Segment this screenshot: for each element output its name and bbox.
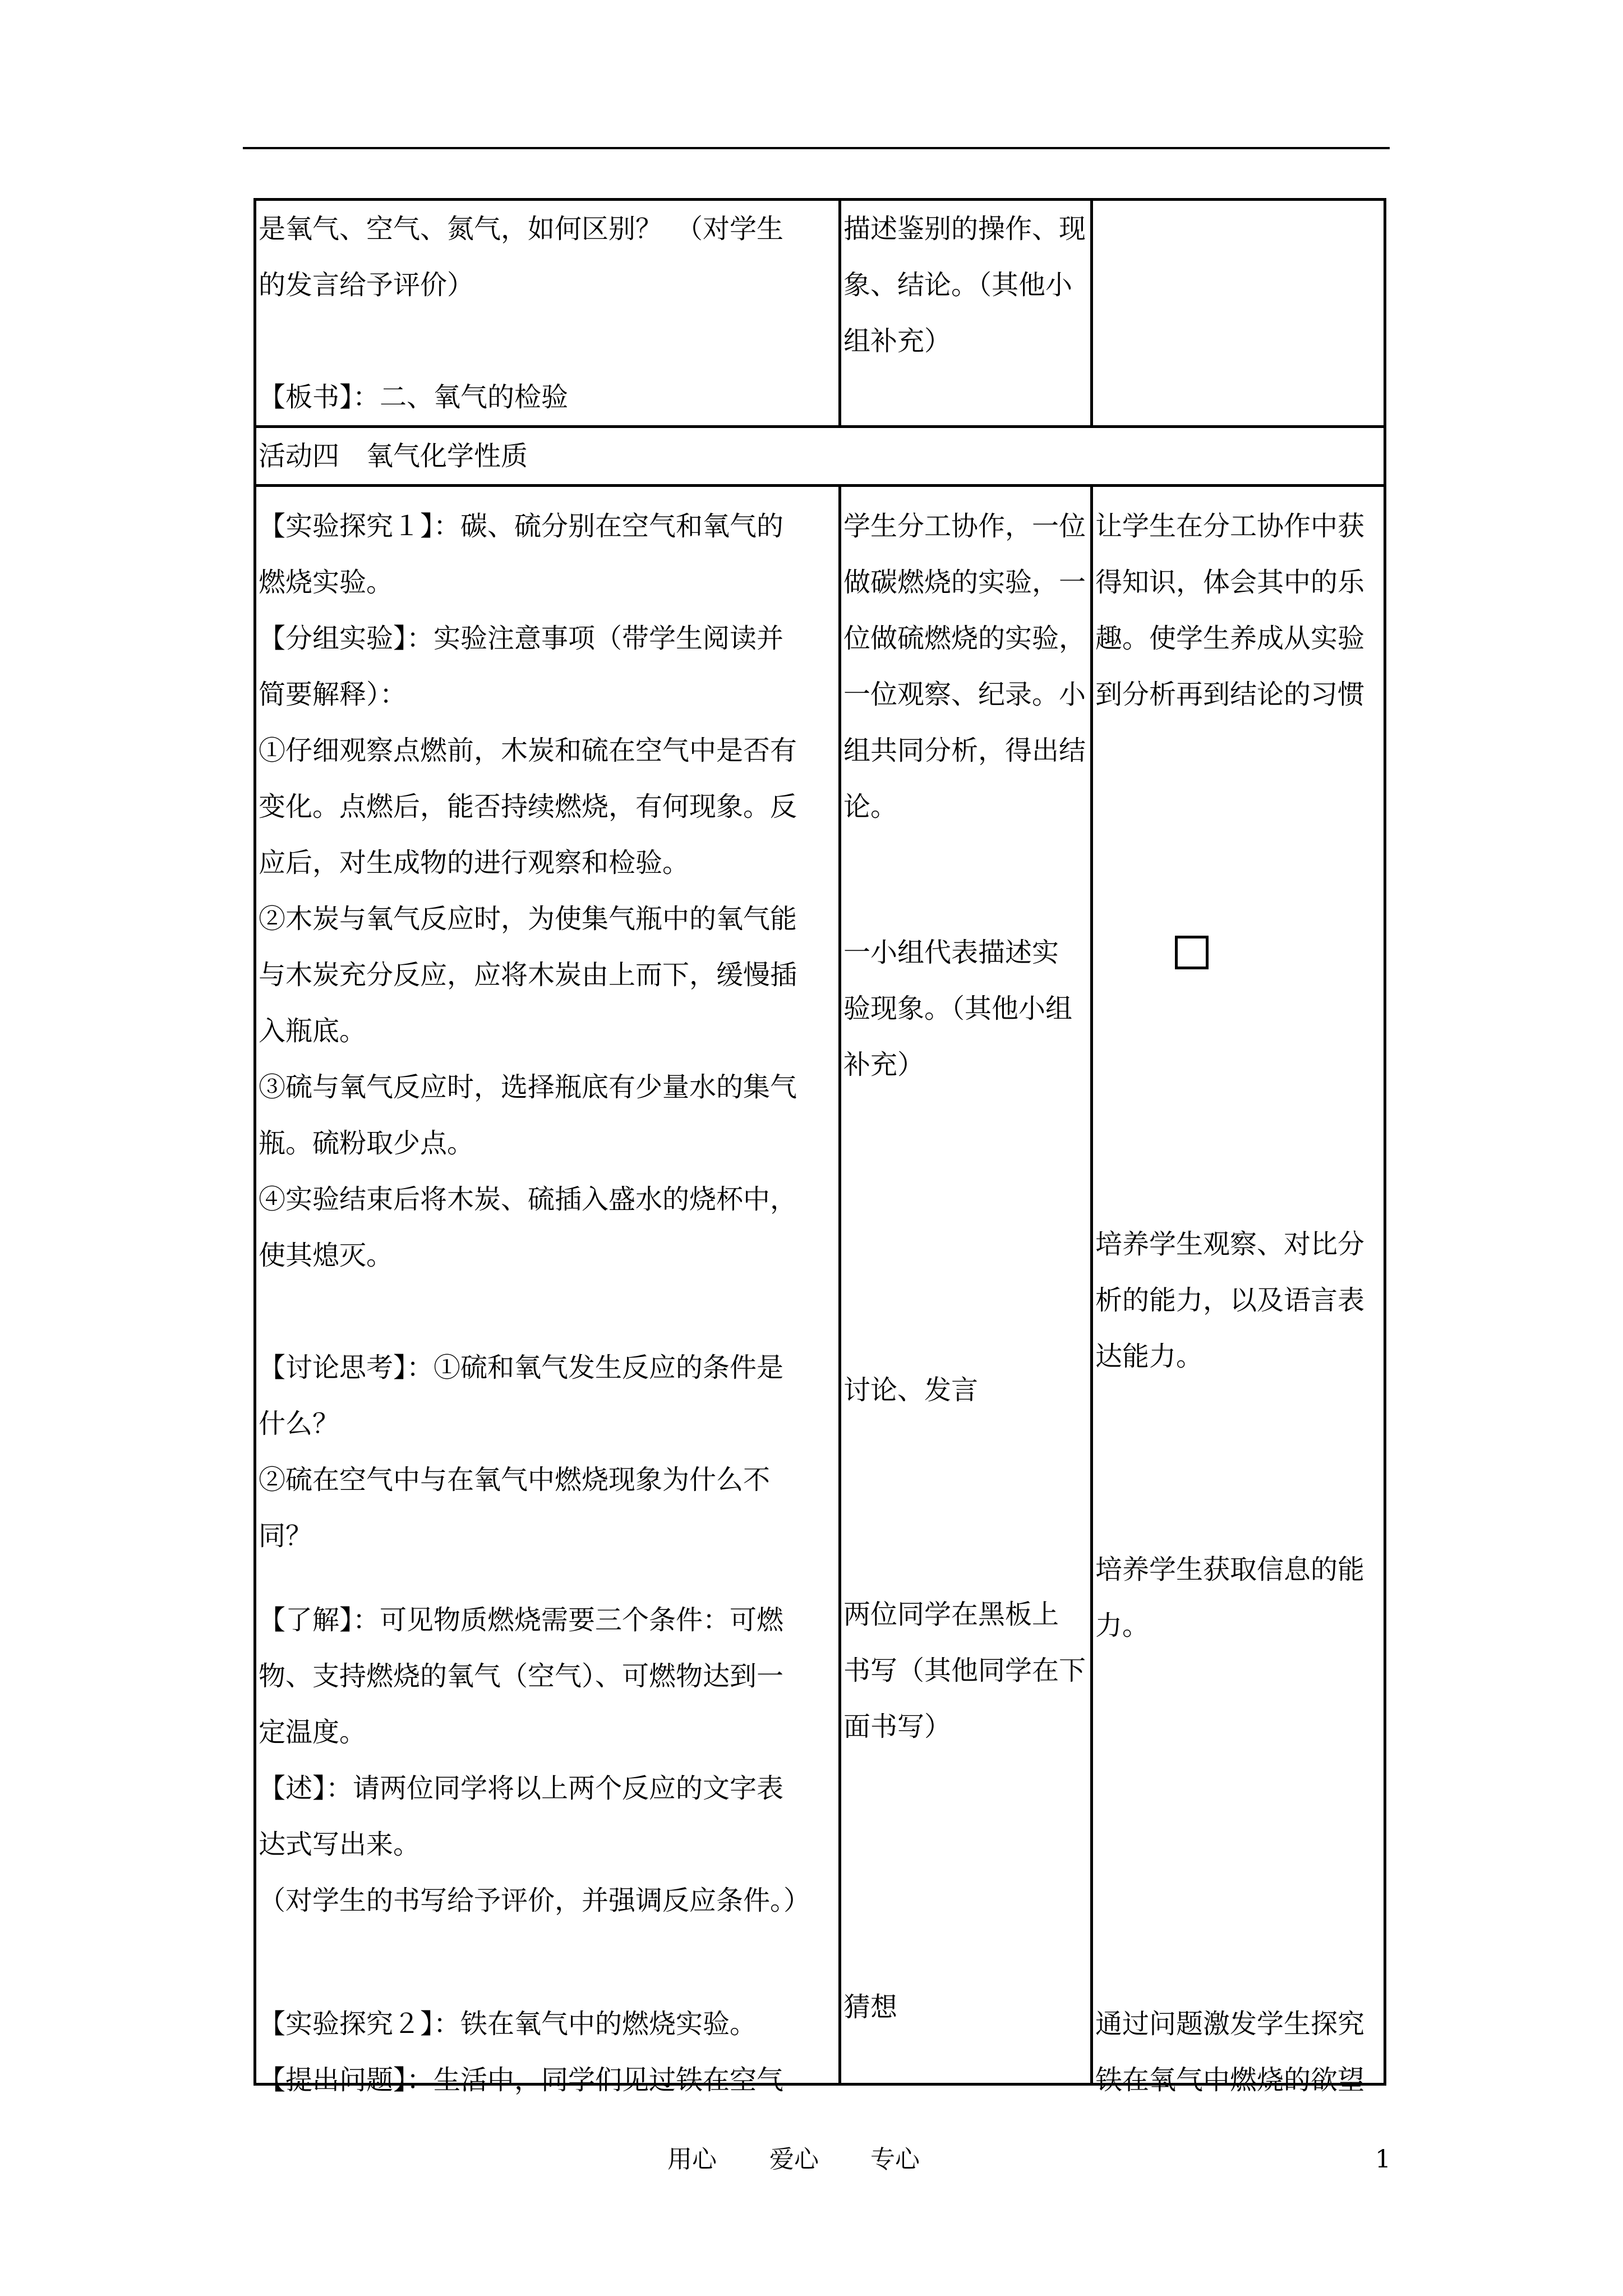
text-line: 到分析再到结论的习惯	[1095, 679, 1365, 710]
lesson-plan-table	[253, 198, 1386, 2096]
teacher-activity-cell	[255, 486, 840, 2096]
text-line: 简要解释）：	[259, 679, 407, 710]
text-line: 验现象。（其他小组	[843, 993, 1073, 1024]
text-line: 应后，对生成物的进行观察和检验。	[259, 847, 690, 878]
text-line: 【讨论思考】：①硫和氧气发生反应的条件是	[259, 1352, 784, 1383]
text-line: 书写（其他同学在下	[843, 1655, 1086, 1686]
text-line: 一位观察、纪录。小	[843, 679, 1086, 710]
text-line: 趣。使学生养成从实验	[1095, 623, 1365, 654]
text-line: 位做硫燃烧的实验，	[843, 623, 1086, 654]
text-line: 是氧气、空气、氮气，如何区别？ （对学生	[259, 213, 784, 245]
text-line: 两位同学在黑板上	[843, 1599, 1059, 1630]
student-activity-cell	[840, 200, 1092, 427]
table-row	[255, 427, 1385, 486]
text-line: ①仔细观察点燃前，木炭和硫在空气中是否有	[259, 735, 797, 766]
footer-left: 用心	[667, 2145, 717, 2174]
text-line: 组补充）	[843, 325, 952, 357]
text-line: 达能力。	[1095, 1341, 1204, 1372]
text-line: 燃烧实验。	[259, 567, 394, 598]
text-line: ②木炭与氧气反应时，为使集气瓶中的氧气能	[259, 903, 797, 935]
board-note: 【板书】：二、氧气的检验	[259, 381, 569, 413]
text-line: 描述鉴别的操作、现	[843, 213, 1086, 245]
text-line: 做碳燃烧的实验，一	[843, 567, 1086, 598]
footer-right: 专心	[870, 2145, 920, 2174]
text-line: 培养学生观察、对比分	[1095, 1228, 1365, 1260]
text-line: ②硫在空气中与在氧气中燃烧现象为什么不	[259, 1464, 771, 1496]
student-activity-cell	[840, 486, 1092, 2085]
teacher-activity-cell	[255, 200, 840, 427]
text-line: 猜想	[843, 1991, 898, 2023]
text-line: 【了解】：可见物质燃烧需要三个条件：可燃	[259, 1604, 784, 1636]
text-line: 【述】：请两位同学将以上两个反应的文字表	[259, 1773, 784, 1804]
text-line: 铁在氧气中燃烧的欲望	[1095, 2064, 1365, 2096]
text-line: 定温度。	[259, 1717, 367, 1748]
text-line: ④实验结束后将木炭、硫插入盛水的烧杯中，	[259, 1184, 797, 1215]
text-line: （对学生的书写给予评价，并强调反应条件。）	[259, 1885, 811, 1916]
text-line: 瓶。硫粉取少点。	[259, 1128, 474, 1159]
design-intent-cell	[1092, 486, 1385, 2096]
table-row	[255, 486, 1385, 2085]
text-line: 【分组实验】：实验注意事项（带学生阅读并	[259, 623, 784, 654]
text-line: 培养学生获取信息的能	[1095, 1554, 1365, 1585]
design-intent-cell	[1092, 200, 1385, 427]
text-line: 什么？	[259, 1408, 340, 1439]
text-line: 让学生在分工协作中获	[1095, 510, 1365, 542]
text-line: 【提出问题】：生活中，同学们见过铁在空气	[259, 2064, 784, 2096]
text-line: 得知识，体会其中的乐	[1095, 567, 1365, 598]
text-line: 入瓶底。	[259, 1015, 367, 1047]
text-line: 变化。点燃后，能否持续燃烧，有何现象。反	[259, 791, 797, 822]
text-line: 面书写）	[843, 1711, 952, 1742]
text-line: 达式写出来。	[259, 1829, 421, 1860]
text-line: 【实验探究１】：碳、硫分别在空气和氧气的	[259, 510, 784, 542]
text-line: 一小组代表描述实	[843, 937, 1059, 968]
footer-middle: 爱心	[769, 2145, 819, 2174]
text-line: 通过问题激发学生探究	[1095, 2008, 1365, 2040]
text-line: 与木炭充分反应，应将木炭由上而下，缓慢插	[259, 959, 797, 991]
text-line: 象、结论。（其他小	[843, 269, 1073, 301]
section-heading-cell	[255, 427, 1385, 486]
text-line: 【实验探究２】：铁在氧气中的燃烧实验。	[259, 2008, 757, 2040]
text-line: 讨论、发言	[843, 1374, 979, 1406]
text-line: 补充）	[843, 1049, 925, 1080]
page-number: 1	[1375, 2145, 1391, 2174]
text-line: 物、支持燃烧的氧气（空气）、可燃物达到一	[259, 1660, 784, 1692]
text-line: 力。	[1095, 1610, 1150, 1641]
empty-box-icon	[1175, 936, 1209, 969]
text-line: 使其熄灭。	[259, 1240, 394, 1271]
section-heading: 活动四 氧气化学性质	[259, 440, 528, 472]
text-line: 组共同分析，得出结	[843, 735, 1086, 766]
table-row	[255, 200, 1385, 427]
text-line: 学生分工协作，一位	[843, 510, 1086, 542]
text-line: 析的能力，以及语言表	[1095, 1285, 1365, 1316]
header-rule	[243, 147, 1390, 149]
text-line: 同？	[259, 1520, 313, 1552]
text-line: 论。	[843, 791, 898, 822]
text-line: ③硫与氧气反应时，选择瓶底有少量水的集气	[259, 1071, 797, 1103]
text-line: 的发言给予评价）	[259, 269, 474, 301]
